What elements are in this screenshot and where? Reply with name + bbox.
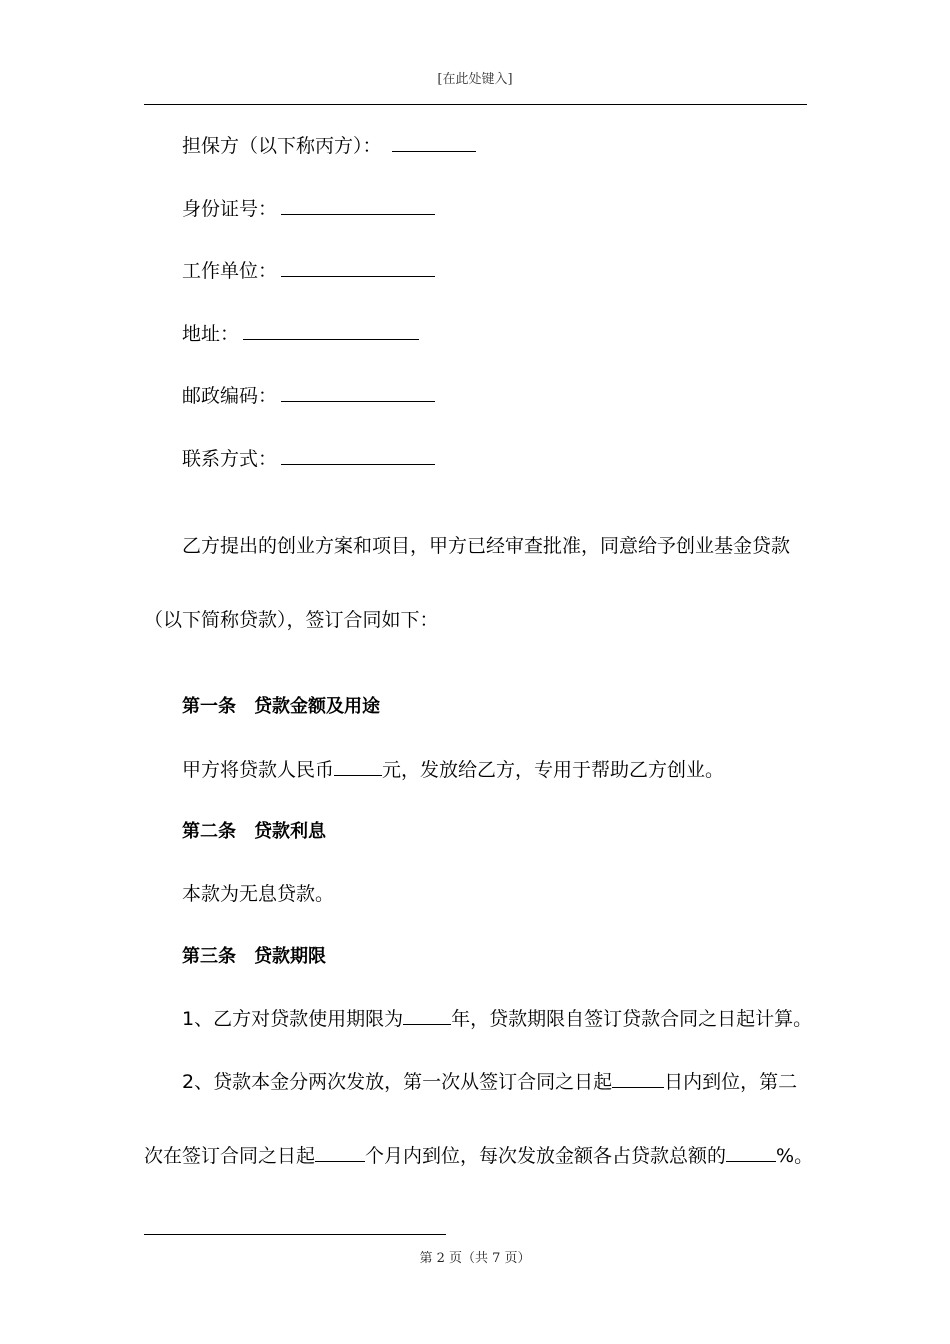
loan-term-blank[interactable] [403,1006,451,1025]
contact-field [182,446,435,472]
address-blank[interactable] [243,321,419,340]
disbursement-percent-blank[interactable] [726,1143,776,1162]
employer-blank[interactable] [281,258,435,277]
id-number-field [182,196,435,222]
article-2-text: 本款为无息贷款。 [182,883,335,905]
postcode-blank[interactable] [281,383,435,402]
article-3-item-2-c: 次在签订合同之日起 [144,1145,316,1167]
article-1-text-b: 元，发放给乙方，专用于帮助乙方创业。 [382,759,725,781]
address-field [182,321,419,347]
intro-line-1: 乙方提出的创业方案和项目，甲方已经审查批准，同意给予创业基金贷款 [182,535,791,557]
article-3-item-1 [182,1006,812,1032]
intro-line-2: （以下简称贷款），签订合同如下： [144,609,439,631]
id-number-blank[interactable] [281,196,435,215]
loan-amount-blank[interactable] [334,757,382,776]
guarantor-blank[interactable] [392,133,476,152]
header-divider [144,104,807,105]
footer-divider [144,1234,446,1235]
first-disbursement-days-blank[interactable] [612,1069,664,1088]
employer-field [182,258,435,284]
article-3-item-1-a: 1、乙方对贷款使用期限为 [182,1008,404,1030]
article-3-item-2 [182,1069,797,1095]
article-2-title: 第二条 贷款利息 [182,821,326,842]
second-disbursement-months-blank[interactable] [315,1143,365,1162]
employer-label: 工作单位： [182,260,278,282]
article-1-title: 第一条 贷款金额及用途 [182,696,380,717]
article-3-item-1-b: 年，贷款期限自签订贷款合同之日起计算。 [451,1008,813,1030]
article-3-item-2-cont [144,1143,813,1169]
page-footer: 第 2 页（共 7 页） [419,1251,531,1266]
contact-blank[interactable] [281,446,435,465]
contact-label: 联系方式： [182,448,278,470]
guarantor-label: 担保方（以下称丙方）： [182,135,382,157]
article-3-item-2-d: 个月内到位，每次发放金额各占贷款总额的 [365,1145,727,1167]
id-number-label: 身份证号： [182,198,278,220]
postcode-label: 邮政编码： [182,385,278,407]
article-1-text-a: 甲方将贷款人民币 [182,759,335,781]
address-label: 地址： [182,323,240,345]
article-3-item-2-b: 日内到位，第二 [664,1071,798,1093]
article-3-item-2-a: 2、贷款本金分两次发放，第一次从签订合同之日起 [182,1071,613,1093]
guarantor-field [182,133,476,159]
article-3-item-2-e: %。 [776,1145,814,1167]
article-3-title: 第三条 贷款期限 [182,946,326,967]
article-1-text [182,757,724,783]
postcode-field [182,383,435,409]
page-header: [在此处键入] [437,72,513,87]
